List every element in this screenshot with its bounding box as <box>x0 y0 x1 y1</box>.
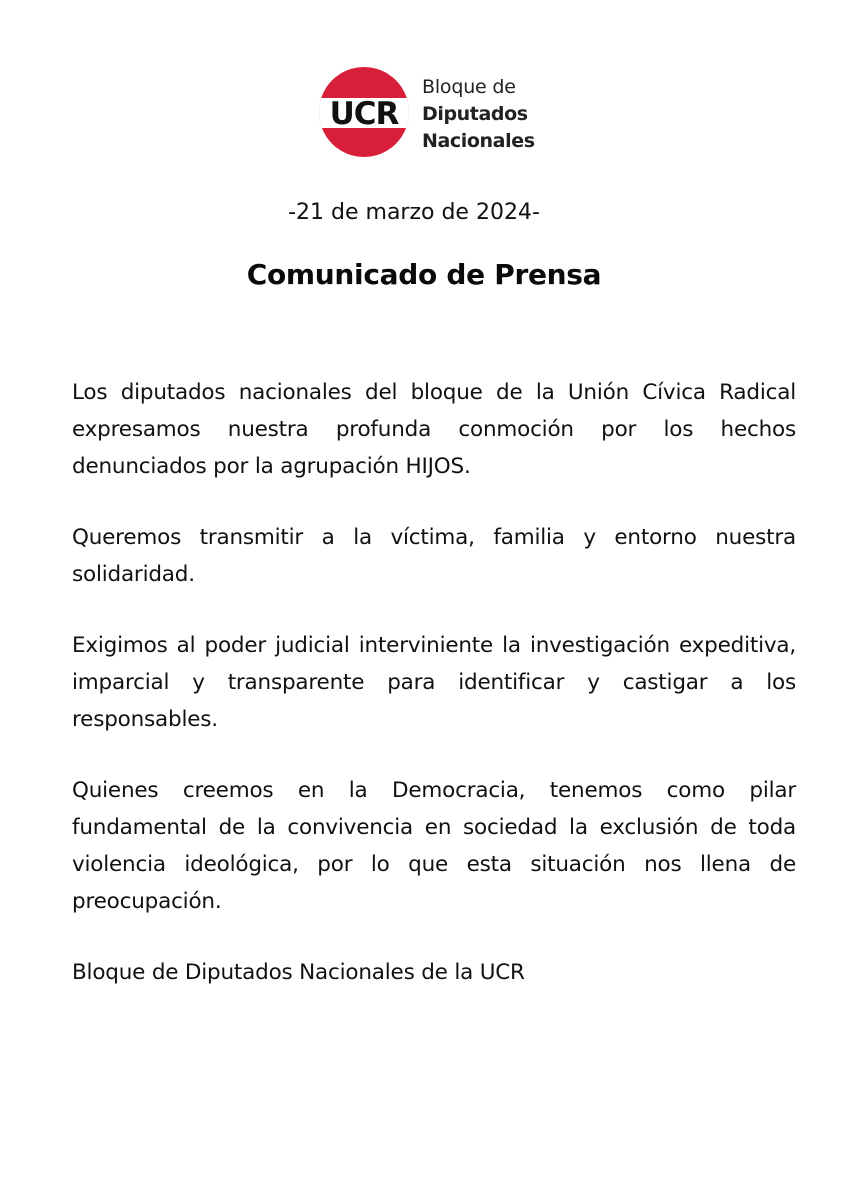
paragraph-4: Quienes creemos en la Democracia, tenemos como pilar fundamental de la convivencia en sociedad la exclusión de toda violencia ideológica, por lo que esta situación nos llena de preocupación. <box>72 778 796 914</box>
paragraph-1: Los diputados nacionales del bloque de la Unión Cívica Radical expresamos nuestra profunda conmoción por los hechos denunciados por la agrupación HIJOS. <box>72 380 796 479</box>
paragraph-3: Exigimos al poder judicial interviniente la investigación expeditiva, imparcial y transparente para identificar y castigar a los responsables. <box>72 633 796 732</box>
ucr-emblem <box>318 66 410 158</box>
signature: Bloque de Diputados Nacionales de la UCR <box>72 960 525 985</box>
ucr-emblem-graphic <box>318 66 410 158</box>
release-date: -21 de marzo de 2024- <box>288 200 540 225</box>
ucr-logo <box>318 66 558 162</box>
paragraph-2: Queremos transmitir a la víctima, familia y entorno nuestra solidaridad. <box>72 525 796 587</box>
page-title: Comunicado de Prensa <box>246 258 602 291</box>
release-body <box>72 374 796 991</box>
emblem-acronym: UCR <box>329 96 399 132</box>
logo-line-diputados: Diputados <box>422 103 528 125</box>
logo-line-nacionales: Nacionales <box>422 130 535 152</box>
logo-wordmark <box>422 74 558 155</box>
logo-line-bloque: Bloque de <box>422 76 516 98</box>
